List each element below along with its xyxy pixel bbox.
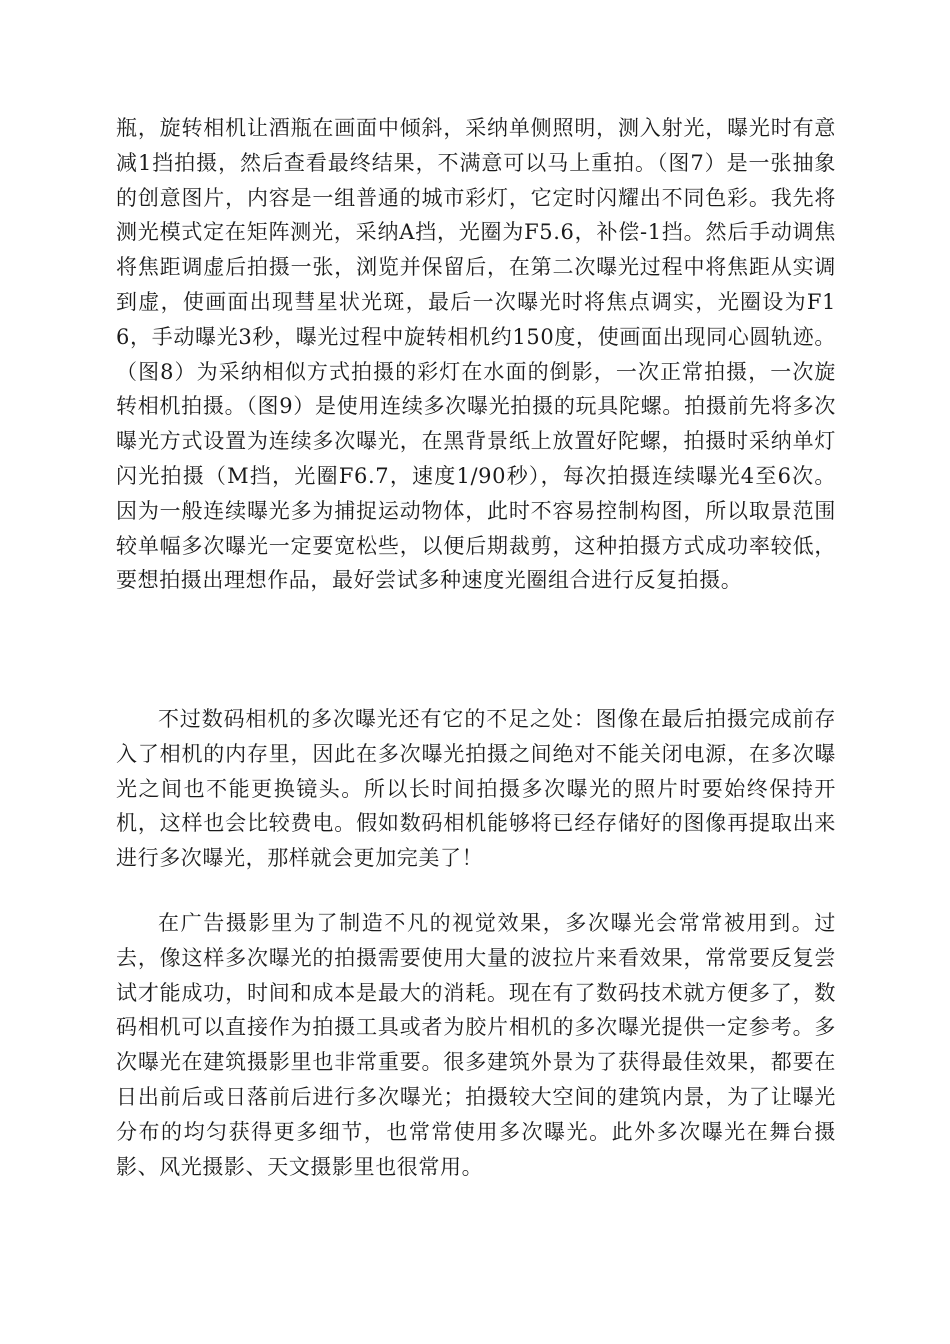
body-paragraph-2: 不过数码相机的多次曝光还有它的不足之处：图像在最后拍摄完成前存入了相机的内存里，因此在多次曝光拍摄之间绝对不能关闭电源，在多次曝光之间也不能更换镜头。所以长时间拍摄多次曝光的照片时要始终保持开机，这样也会比较费电。假如数码相机能够将已经存储好的图像再提取出来进行多次曝光，那样就会更加完美了！ [116, 707, 836, 871]
body-paragraph-1: 瓶，旋转相机让酒瓶在画面中倾斜，采纳单侧照明，测入射光，曝光时有意减1挡拍摄，然后查看最终结果，不满意可以马上重拍。（图7）是一张抽象的创意图片，内容是一组普通的城市彩灯，它定时闪耀出不同色彩。我先将测光模式定在矩阵测光，采纳A挡，光圈为F5.6，补偿-1挡。然后手动调焦将焦距调虚后拍摄一张，浏览并保留后，在第二次曝光过程中将焦距从实调到虚，使画面出现彗星状光斑，最后一次曝光时将焦点调实，光圈设为F16，手动曝光3秒，曝光过程中旋转相机约150度，使画面出现同心圆轨迹。（图8）为采纳相似方式拍摄的彩灯在水面的倒影，一次正常拍摄，一次旋转相机拍摄。（图9）是使用连续多次曝光拍摄的玩具陀螺。拍摄前先将多次曝光方式设置为连续多次曝光，在黑背景纸上放置好陀螺，拍摄时采纳单灯闪光拍摄（M挡，光圈F6.7，速度1/90秒），每次拍摄连续曝光4至6次。因为一般连续曝光多为捕捉运动物体，此时不容易控制构图，所以取景范围较单幅多次曝光一定要宽松些，以便后期裁剪，这种拍摄方式成功率较低，要想拍摄出理想作品，最好尝试多种速度光圈组合进行反复拍摄。 [116, 116, 836, 593]
body-paragraph-3: 在广告摄影里为了制造不凡的视觉效果，多次曝光会常常被用到。过去，像这样多次曝光的拍摄需要使用大量的波拉片来看效果，常常要反复尝试才能成功，时间和成本是最大的消耗。现在有了数码技术就方便多了，数码相机可以直接作为拍摄工具或者为胶片相机的多次曝光提供一定参考。多次曝光在建筑摄影里也非常重要。很多建筑外景为了获得最佳效果，都要在日出前后或日落前后进行多次曝光；拍摄较大空间的建筑内景，为了让曝光分布的均匀获得更多细节，也常常使用多次曝光。此外多次曝光在舞台摄影、风光摄影、天文摄影里也很常用。 [116, 911, 836, 1179]
